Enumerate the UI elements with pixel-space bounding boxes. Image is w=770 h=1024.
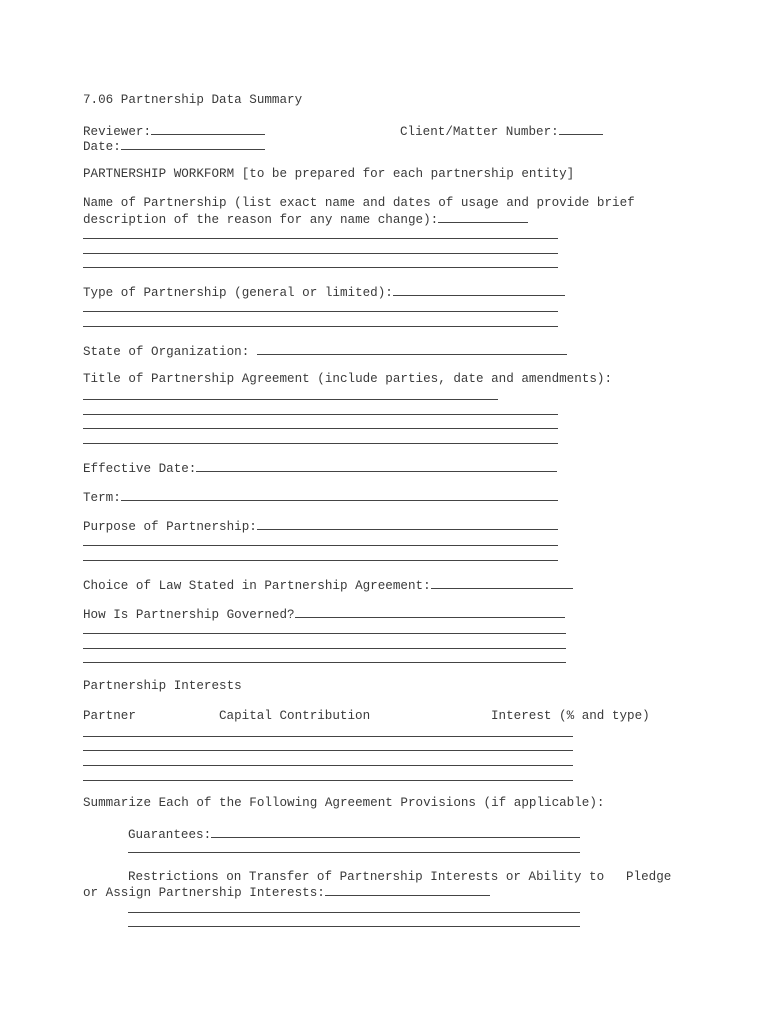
interests-row-line[interactable] bbox=[83, 736, 573, 737]
name-line[interactable] bbox=[83, 238, 558, 239]
type-blank[interactable] bbox=[393, 284, 565, 296]
purpose-line[interactable] bbox=[83, 545, 558, 546]
governed-label: How Is Partnership Governed? bbox=[83, 608, 295, 622]
term-field[interactable] bbox=[83, 489, 558, 505]
reviewer-field[interactable] bbox=[83, 123, 265, 139]
restrictions-line[interactable] bbox=[128, 912, 580, 913]
name-line[interactable] bbox=[83, 253, 558, 254]
name-field[interactable] bbox=[83, 211, 528, 227]
interests-row-line[interactable] bbox=[83, 750, 573, 751]
name-label-line1: Name of Partnership (list exact name and dates of usage and provide brief bbox=[83, 196, 635, 210]
workform-heading: PARTNERSHIP WORKFORM [to be prepared for each partnership entity] bbox=[83, 167, 575, 181]
document-title: 7.06 Partnership Data Summary bbox=[83, 93, 303, 107]
restrictions-label-line1: Restrictions on Transfer of Partnership Interests or Ability to bbox=[128, 870, 605, 884]
choice-of-law-field[interactable] bbox=[83, 577, 573, 593]
type-line[interactable] bbox=[83, 311, 558, 312]
client-matter-field[interactable] bbox=[400, 123, 603, 139]
type-line[interactable] bbox=[83, 326, 558, 327]
interests-row-line[interactable] bbox=[83, 765, 573, 766]
client-matter-label: Client/Matter Number: bbox=[400, 125, 559, 139]
reviewer-label: Reviewer: bbox=[83, 125, 152, 139]
effective-date-label: Effective Date: bbox=[83, 462, 197, 476]
choice-of-law-label: Choice of Law Stated in Partnership Agreement: bbox=[83, 579, 431, 593]
client-matter-blank[interactable] bbox=[559, 123, 603, 135]
agreement-line[interactable] bbox=[83, 428, 558, 429]
guarantees-line[interactable] bbox=[128, 852, 580, 853]
restrictions-field[interactable] bbox=[83, 884, 490, 900]
effective-date-field[interactable] bbox=[83, 460, 557, 476]
governed-field[interactable] bbox=[83, 606, 565, 622]
date-blank[interactable] bbox=[121, 138, 265, 150]
name-line[interactable] bbox=[83, 267, 558, 268]
column-interest: Interest (% and type) bbox=[491, 709, 650, 723]
purpose-blank[interactable] bbox=[257, 518, 558, 530]
purpose-label: Purpose of Partnership: bbox=[83, 520, 257, 534]
interests-row-line[interactable] bbox=[83, 780, 573, 781]
agreement-line[interactable] bbox=[83, 399, 498, 400]
type-field[interactable] bbox=[83, 284, 565, 300]
date-field[interactable] bbox=[83, 138, 265, 154]
restrictions-line[interactable] bbox=[128, 926, 580, 927]
restrictions-label-line2: or Assign Partnership Interests: bbox=[83, 886, 325, 900]
column-capital-contribution: Capital Contribution bbox=[219, 709, 371, 723]
name-blank[interactable] bbox=[438, 211, 528, 223]
interests-heading: Partnership Interests bbox=[83, 679, 242, 693]
effective-date-blank[interactable] bbox=[196, 460, 557, 472]
agreement-line[interactable] bbox=[83, 443, 558, 444]
guarantees-blank[interactable] bbox=[211, 826, 580, 838]
purpose-line[interactable] bbox=[83, 560, 558, 561]
column-partner: Partner bbox=[83, 709, 136, 723]
agreement-title-label: Title of Partnership Agreement (include parties, date and amendments): bbox=[83, 372, 613, 386]
governed-line[interactable] bbox=[83, 633, 566, 634]
reviewer-blank[interactable] bbox=[151, 123, 265, 135]
restrictions-pledge: Pledge bbox=[626, 870, 672, 884]
agreement-line[interactable] bbox=[83, 414, 558, 415]
name-label-line2: description of the reason for any name change): bbox=[83, 213, 439, 227]
guarantees-label: Guarantees: bbox=[128, 828, 212, 842]
term-blank[interactable] bbox=[121, 489, 558, 501]
state-blank[interactable] bbox=[257, 343, 567, 355]
state-label: State of Organization: bbox=[83, 345, 257, 359]
date-label: Date: bbox=[83, 140, 121, 154]
guarantees-field[interactable] bbox=[128, 826, 580, 842]
governed-line[interactable] bbox=[83, 648, 566, 649]
choice-of-law-blank[interactable] bbox=[431, 577, 573, 589]
term-label: Term: bbox=[83, 491, 121, 505]
governed-blank[interactable] bbox=[295, 606, 565, 618]
purpose-field[interactable] bbox=[83, 518, 558, 534]
provisions-heading: Summarize Each of the Following Agreement Provisions (if applicable): bbox=[83, 796, 605, 810]
restrictions-blank[interactable] bbox=[325, 884, 490, 896]
type-label: Type of Partnership (general or limited): bbox=[83, 286, 393, 300]
governed-line[interactable] bbox=[83, 662, 566, 663]
state-field[interactable] bbox=[83, 343, 567, 359]
